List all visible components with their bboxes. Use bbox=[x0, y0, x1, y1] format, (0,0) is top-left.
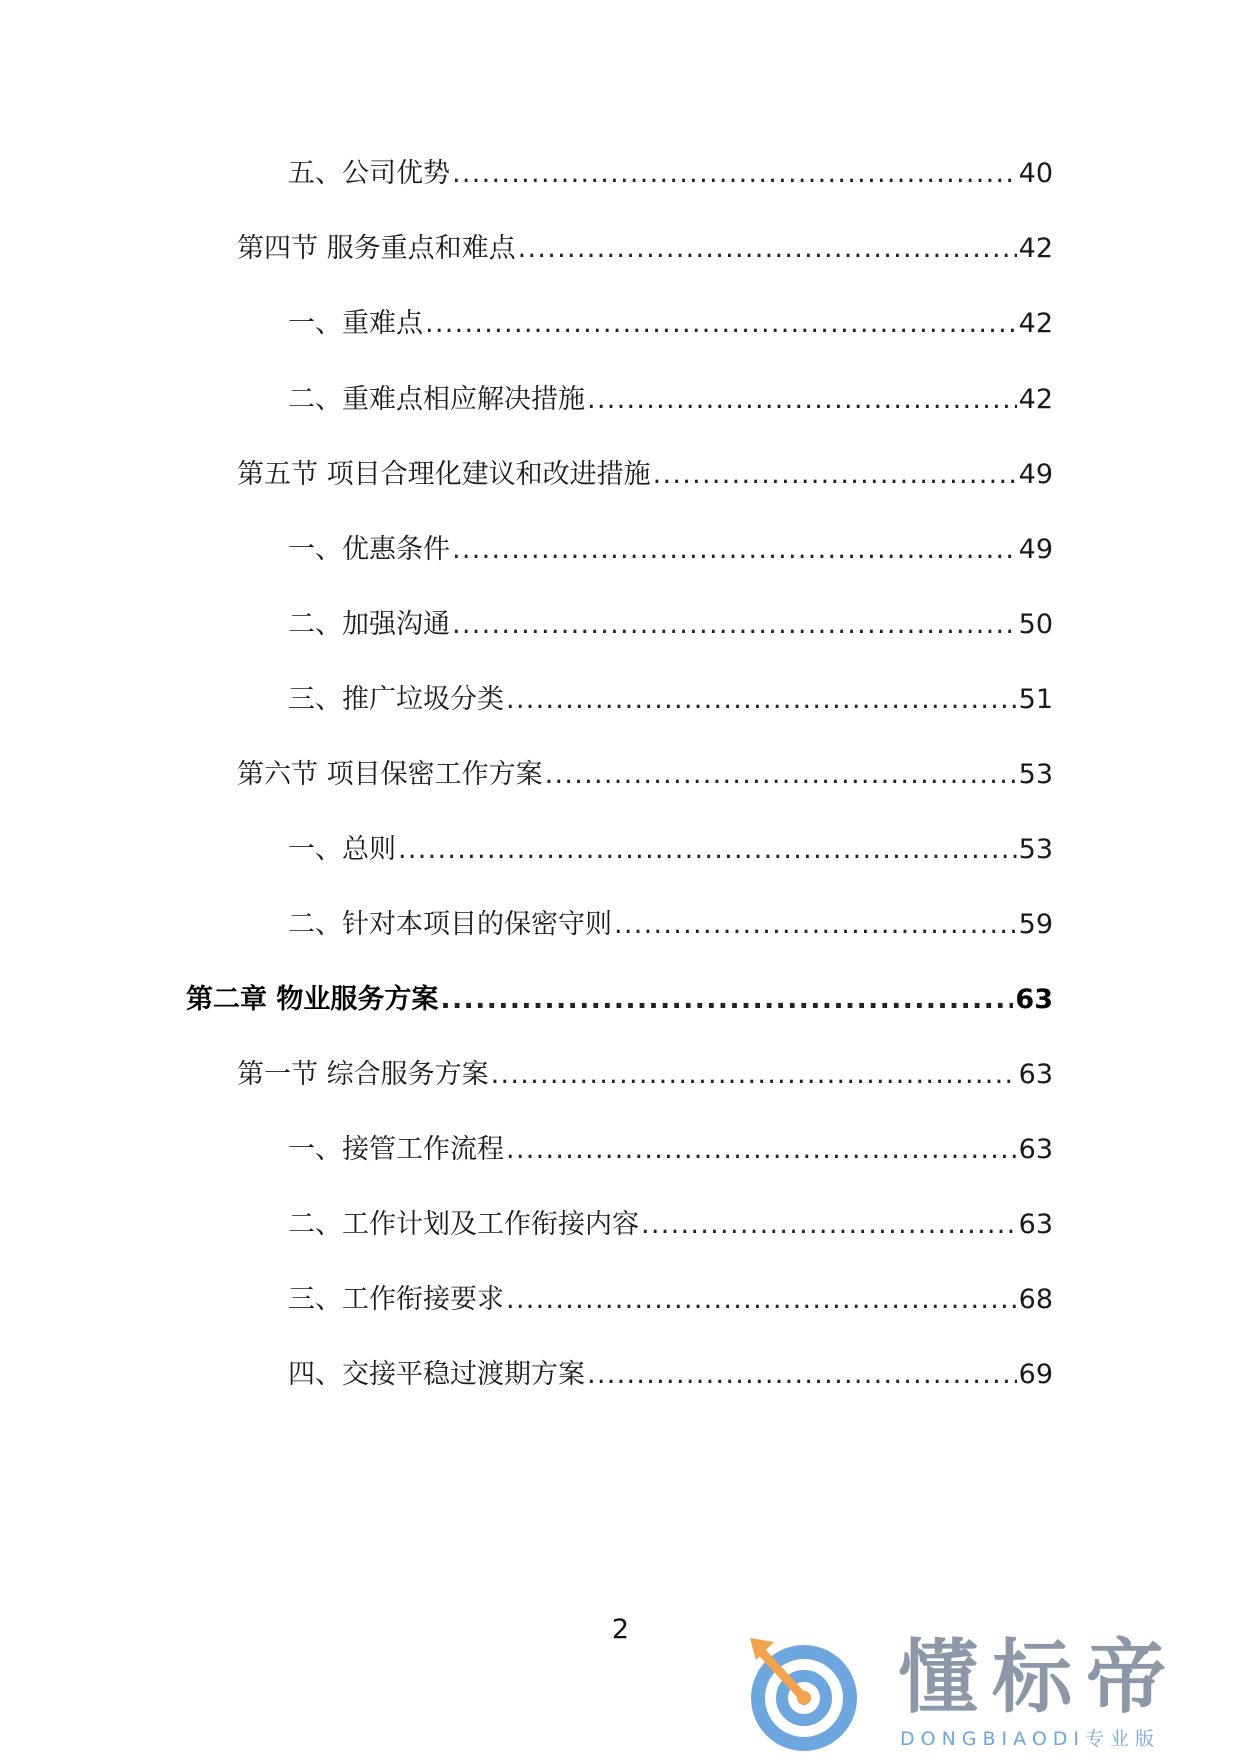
toc-entry[interactable] bbox=[288, 682, 1053, 718]
toc-entry-page: 63 bbox=[1018, 1134, 1053, 1165]
toc-entry-title: 二、加强沟通 bbox=[288, 609, 450, 640]
toc-dot-leader bbox=[641, 1207, 1017, 1243]
toc-entry-title: 四、交接平稳过渡期方案 bbox=[288, 1359, 585, 1390]
toc-entry[interactable] bbox=[288, 1282, 1053, 1318]
toc-entry-title: 二、工作计划及工作衔接内容 bbox=[288, 1209, 639, 1240]
toc-entry-page: 49 bbox=[1018, 534, 1053, 565]
toc-entry-title: 五、公司优势 bbox=[288, 158, 450, 189]
toc-entry-title: 一、总则 bbox=[288, 834, 396, 865]
toc-entry-title: 一、接管工作流程 bbox=[288, 1134, 504, 1165]
toc-dot-leader bbox=[587, 382, 1017, 418]
toc-entry-title: 三、工作衔接要求 bbox=[288, 1284, 504, 1315]
toc-entry-title: 第四节 服务重点和难点 bbox=[237, 233, 516, 264]
toc-entry[interactable] bbox=[288, 382, 1053, 418]
toc-entry-page: 50 bbox=[1018, 609, 1053, 640]
toc-entry[interactable] bbox=[288, 1207, 1053, 1243]
toc-dot-leader bbox=[425, 306, 1017, 342]
toc-entry-title: 二、重难点相应解决措施 bbox=[288, 384, 585, 415]
toc-dot-leader bbox=[614, 907, 1017, 943]
toc-dot-leader bbox=[440, 982, 1013, 1018]
toc-entry-page: 63 bbox=[1018, 1209, 1053, 1240]
toc-entry-title: 第二章 物业服务方案 bbox=[186, 984, 439, 1015]
toc-entry[interactable] bbox=[237, 457, 1053, 493]
toc-entry-page: 59 bbox=[1018, 909, 1053, 940]
toc-dot-leader bbox=[398, 832, 1017, 868]
toc-entry-title: 一、优惠条件 bbox=[288, 534, 450, 565]
toc-entry[interactable] bbox=[288, 306, 1053, 342]
toc-entry-page: 40 bbox=[1018, 158, 1053, 189]
toc-dot-leader bbox=[452, 532, 1017, 568]
target-arrow-icon bbox=[740, 1632, 864, 1756]
toc-entry-title: 二、针对本项目的保密守则 bbox=[288, 909, 612, 940]
toc-entry-page: 51 bbox=[1018, 684, 1053, 715]
toc-dot-leader bbox=[653, 457, 1017, 493]
toc-dot-leader bbox=[452, 156, 1017, 192]
toc-entry-title: 一、重难点 bbox=[288, 308, 423, 339]
toc-dot-leader bbox=[452, 607, 1017, 643]
toc-entry[interactable] bbox=[288, 832, 1053, 868]
toc-entry[interactable] bbox=[288, 607, 1053, 643]
brand-watermark bbox=[740, 1630, 1220, 1754]
page-number: 2 bbox=[611, 1614, 630, 1645]
toc-entry-page: 42 bbox=[1018, 308, 1053, 339]
toc-dot-leader bbox=[587, 1357, 1017, 1393]
brand-subtitle: DONGBIAODI专业版 bbox=[900, 1728, 1161, 1750]
toc-entry[interactable] bbox=[237, 757, 1053, 793]
toc-dot-leader bbox=[506, 1282, 1017, 1318]
brand-name: 懂标帝 bbox=[898, 1631, 1180, 1724]
toc-entry[interactable] bbox=[288, 1132, 1053, 1168]
toc-entry-page: 53 bbox=[1018, 759, 1053, 790]
toc-dot-leader bbox=[506, 682, 1017, 718]
toc-entry-page: 63 bbox=[1015, 984, 1053, 1015]
toc-entry-title: 第六节 项目保密工作方案 bbox=[237, 759, 543, 790]
toc-entry[interactable] bbox=[288, 1357, 1053, 1393]
toc-entry-page: 42 bbox=[1018, 233, 1053, 264]
toc-entry[interactable] bbox=[288, 907, 1053, 943]
toc-dot-leader bbox=[506, 1132, 1017, 1168]
toc-dot-leader bbox=[491, 1057, 1017, 1093]
toc-entry-title: 第一节 综合服务方案 bbox=[237, 1059, 489, 1090]
toc-entry-page: 53 bbox=[1018, 834, 1053, 865]
toc-dot-leader bbox=[545, 757, 1017, 793]
toc-entry-page: 69 bbox=[1018, 1359, 1053, 1390]
toc-entry[interactable] bbox=[288, 532, 1053, 568]
toc-dot-leader bbox=[518, 231, 1017, 267]
toc-entry[interactable] bbox=[237, 1057, 1053, 1093]
toc-entry[interactable] bbox=[237, 231, 1053, 267]
toc-entry-page: 49 bbox=[1018, 459, 1053, 490]
toc-entry-page: 42 bbox=[1018, 384, 1053, 415]
toc-chapter-entry[interactable] bbox=[186, 982, 1053, 1018]
toc-entry[interactable] bbox=[288, 156, 1053, 192]
toc-entry-page: 68 bbox=[1018, 1284, 1053, 1315]
toc-entry-page: 63 bbox=[1018, 1059, 1053, 1090]
toc-entry-title: 三、推广垃圾分类 bbox=[288, 684, 504, 715]
toc-entry-title: 第五节 项目合理化建议和改进措施 bbox=[237, 459, 651, 490]
